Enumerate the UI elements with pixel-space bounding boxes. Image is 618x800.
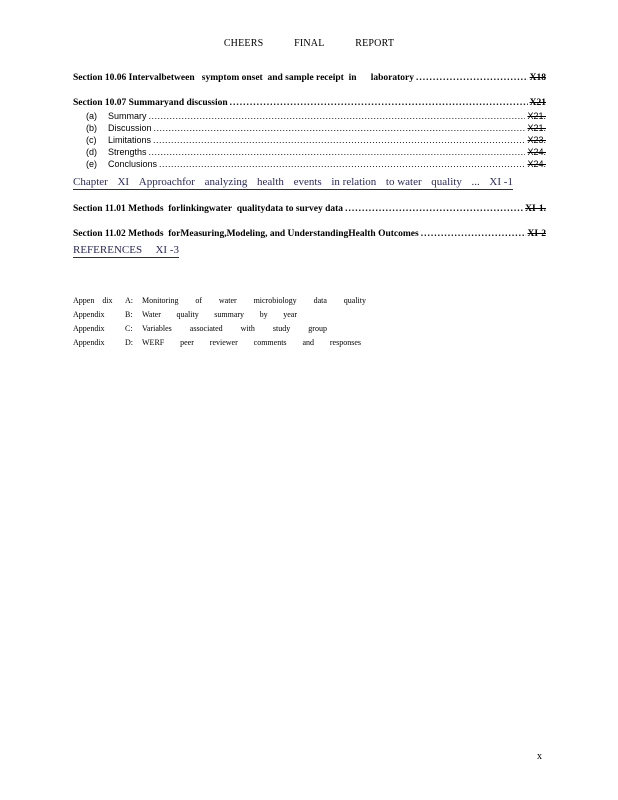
appendix-title-word: peer [180,338,194,347]
toc-subentry-label: Limitations [108,135,152,145]
chapter-word: Approachfor [138,176,195,188]
toc-leader-dots [149,147,526,157]
appendix-label: Appendix [73,310,105,319]
appendix-title-word: with [240,324,255,333]
appendix-title-word: responses [329,338,361,347]
appendix-title-word: quality [176,310,199,319]
chapter-word: Chapter [73,176,108,188]
toc-subentry-key: (a) [86,111,97,121]
chapter-page: XI -1 [489,176,513,188]
appendix-title [142,324,327,333]
appendix-title-word: of [195,296,203,305]
toc-entry-label: Section 11.02 Methods forMeasuring,Modeling, and UnderstandingHealth Outcomes [73,229,419,239]
toc-chapter-xi-link[interactable] [73,176,513,190]
toc-leader-dots [154,123,526,133]
toc-subentry-label: Conclusions [108,159,158,169]
appendix-title-word: reviewer [209,338,238,347]
toc-subentry-key: (b) [86,123,97,133]
appendix-title-word: comments [253,338,287,347]
chapter-word: analyzing [204,176,248,188]
report-header [0,38,618,49]
toc-subentry-key: (e) [86,159,97,169]
appendix-title-word: WERF [142,338,165,347]
toc-entry-section-11-02[interactable] [73,229,546,239]
toc-entry-page: XI-1. [525,204,546,214]
toc-subentry-summary[interactable] [86,111,546,121]
chapter-word: in relation [331,176,377,188]
chapter-word: events [293,176,322,188]
appendix-title-word: year [283,310,297,319]
toc-subentry-conclusions[interactable] [86,159,546,169]
appendix-title-word: microbiology [253,296,297,305]
toc-entry-section-11-01[interactable] [73,204,546,214]
appendix-label: Appendix [73,338,105,347]
chapter-word: health [257,176,284,188]
toc-entry-section-10-07[interactable] [73,98,546,108]
appendix-title-word: Water [142,310,161,319]
appendix-title-word: by [259,310,268,319]
toc-leader-dots [230,98,528,108]
page-number: x [537,751,542,762]
toc-entry-label: Section 11.01 Methods forlinkingwater qualitydata to survey data [73,204,344,214]
toc-entry-page: X21 [529,98,546,108]
toc-leader-dots [345,204,523,214]
toc-subentry-key: (d) [86,147,97,157]
toc-leader-dots [159,159,525,169]
appendix-label: Appen dix [73,296,113,305]
appendix-key: C: [125,324,133,333]
toc-leader-dots [421,229,526,239]
appendix-title [142,338,361,347]
toc-subentry-page: X23. [527,135,546,145]
appendix-a[interactable] [73,296,366,305]
appendix-title [142,310,297,319]
toc-entry-label: Section 10.06 Intervalbetween symptom onset and sample receipt in laboratory [73,73,415,83]
toc-leader-dots [149,111,526,121]
appendix-title-word: and [302,338,314,347]
appendix-title-word: group [308,324,327,333]
appendix-c[interactable] [73,324,327,333]
toc-subentry-label: Strengths [108,147,147,157]
toc-entry-page: X18 [529,73,546,83]
appendix-b[interactable] [73,310,297,319]
toc-entry-page: XI-2 [527,229,546,239]
toc-subentry-key: (c) [86,135,97,145]
appendix-title-word: study [272,324,291,333]
chapter-word: to water [385,176,422,188]
toc-subentry-strengths[interactable] [86,147,546,157]
toc-subentry-discussion[interactable] [86,123,546,133]
appendix-key: B: [125,310,133,319]
header-right: REPORT [355,38,395,49]
appendix-key: D: [125,338,133,347]
toc-subentry-page: X24. [527,147,546,157]
appendix-title-word: Variables [142,324,172,333]
toc-leader-dots [416,73,528,83]
header-left: CHEERS [223,38,264,49]
appendix-title-word: summary [214,310,245,319]
toc-subentry-page: X21. [527,123,546,133]
toc-entry-section-10-06[interactable] [73,73,546,83]
chapter-word: XI [117,176,130,188]
toc-subentry-page: X21. [527,111,546,121]
chapter-word: ... [471,176,480,188]
toc-subentry-label: Discussion [108,123,152,133]
toc-subentry-page: X24. [527,159,546,169]
appendix-key: A: [125,296,133,305]
toc-subentry-limitations[interactable] [86,135,546,145]
references-label: REFERENCES [73,244,143,256]
appendix-d[interactable] [73,338,361,347]
chapter-word: quality [431,176,462,188]
toc-entry-label: Section 10.07 Summaryand discussion [73,98,228,108]
header-center: FINAL [294,38,325,49]
appendix-title-word: water [218,296,237,305]
toc-leader-dots [153,135,525,145]
appendix-title-word: quality [343,296,366,305]
references-page: XI -3 [155,244,179,256]
appendix-title-word: Monitoring [142,296,179,305]
appendix-label: Appendix [73,324,105,333]
toc-subentry-label: Summary [108,111,147,121]
appendix-title-word: data [313,296,327,305]
toc-references-link[interactable] [73,244,179,258]
appendix-title [142,296,366,305]
appendix-title-word: associated [189,324,223,333]
